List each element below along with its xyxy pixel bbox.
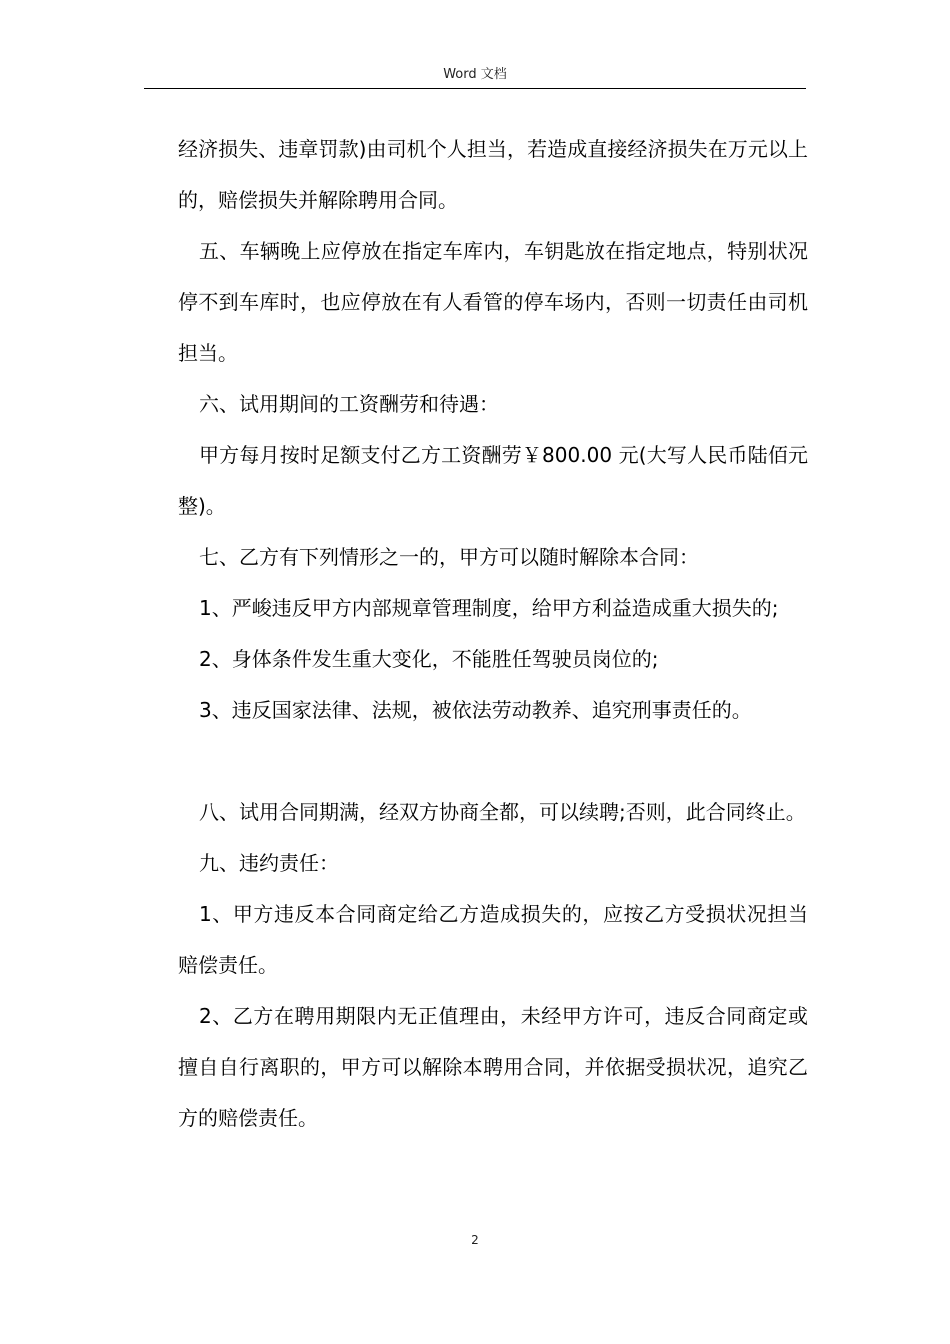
paragraph-clause-9-item-2: 2、乙方在聘用期限内无正值理由，未经甲方许可，违反合同商定或擅自自行离职的，甲方可以解除本聘用合同，并依据受损状况，追究乙方的赔偿责任。 (178, 1004, 808, 1130)
paragraph-clause-6-heading: 六、试用期间的工资酬劳和待遇： (199, 392, 499, 416)
paragraph-clause-7-item-2: 2、身体条件发生重大变化，不能胜任驾驶员岗位的; (199, 647, 659, 671)
header-divider (144, 88, 806, 89)
paragraph-clause-9-heading: 九、违约责任： (199, 851, 339, 875)
paragraph-clause-7-heading: 七、乙方有下列情形之一的，甲方可以随时解除本合同： (199, 545, 699, 569)
document-body (178, 124, 808, 1144)
paragraph-clause-8: 八、试用合同期满，经双方协商全都，可以续聘;否则，此合同终止。 (199, 800, 806, 824)
paragraph-clause-7-item-3: 3、违反国家法律、法规，被依法劳动教养、追究刑事责任的。 (199, 698, 752, 722)
paragraph-clause-7-item-1: 1、严峻违反甲方内部规章管理制度，给甲方利益造成重大损失的; (199, 596, 779, 620)
page-number: 2 (471, 1233, 479, 1247)
paragraph-clause-5: 五、车辆晚上应停放在指定车库内，车钥匙放在指定地点，特别状况停不到车库时，也应停放在有人看管的停车场内，否则一切责任由司机担当。 (178, 239, 808, 365)
blank-line (178, 736, 808, 787)
paragraph-salary: 甲方每月按时足额支付乙方工资酬劳￥800.00 元(大写人民币陆佰元整)。 (178, 443, 808, 518)
page-header: Word 文档 (443, 67, 507, 82)
paragraph-clause-9-item-1: 1、甲方违反本合同商定给乙方造成损失的，应按乙方受损状况担当赔偿责任。 (178, 902, 808, 977)
paragraph-continuation: 经济损失、违章罚款)由司机个人担当，若造成直接经济损失在万元以上的，赔偿损失并解除聘用合同。 (178, 137, 808, 212)
